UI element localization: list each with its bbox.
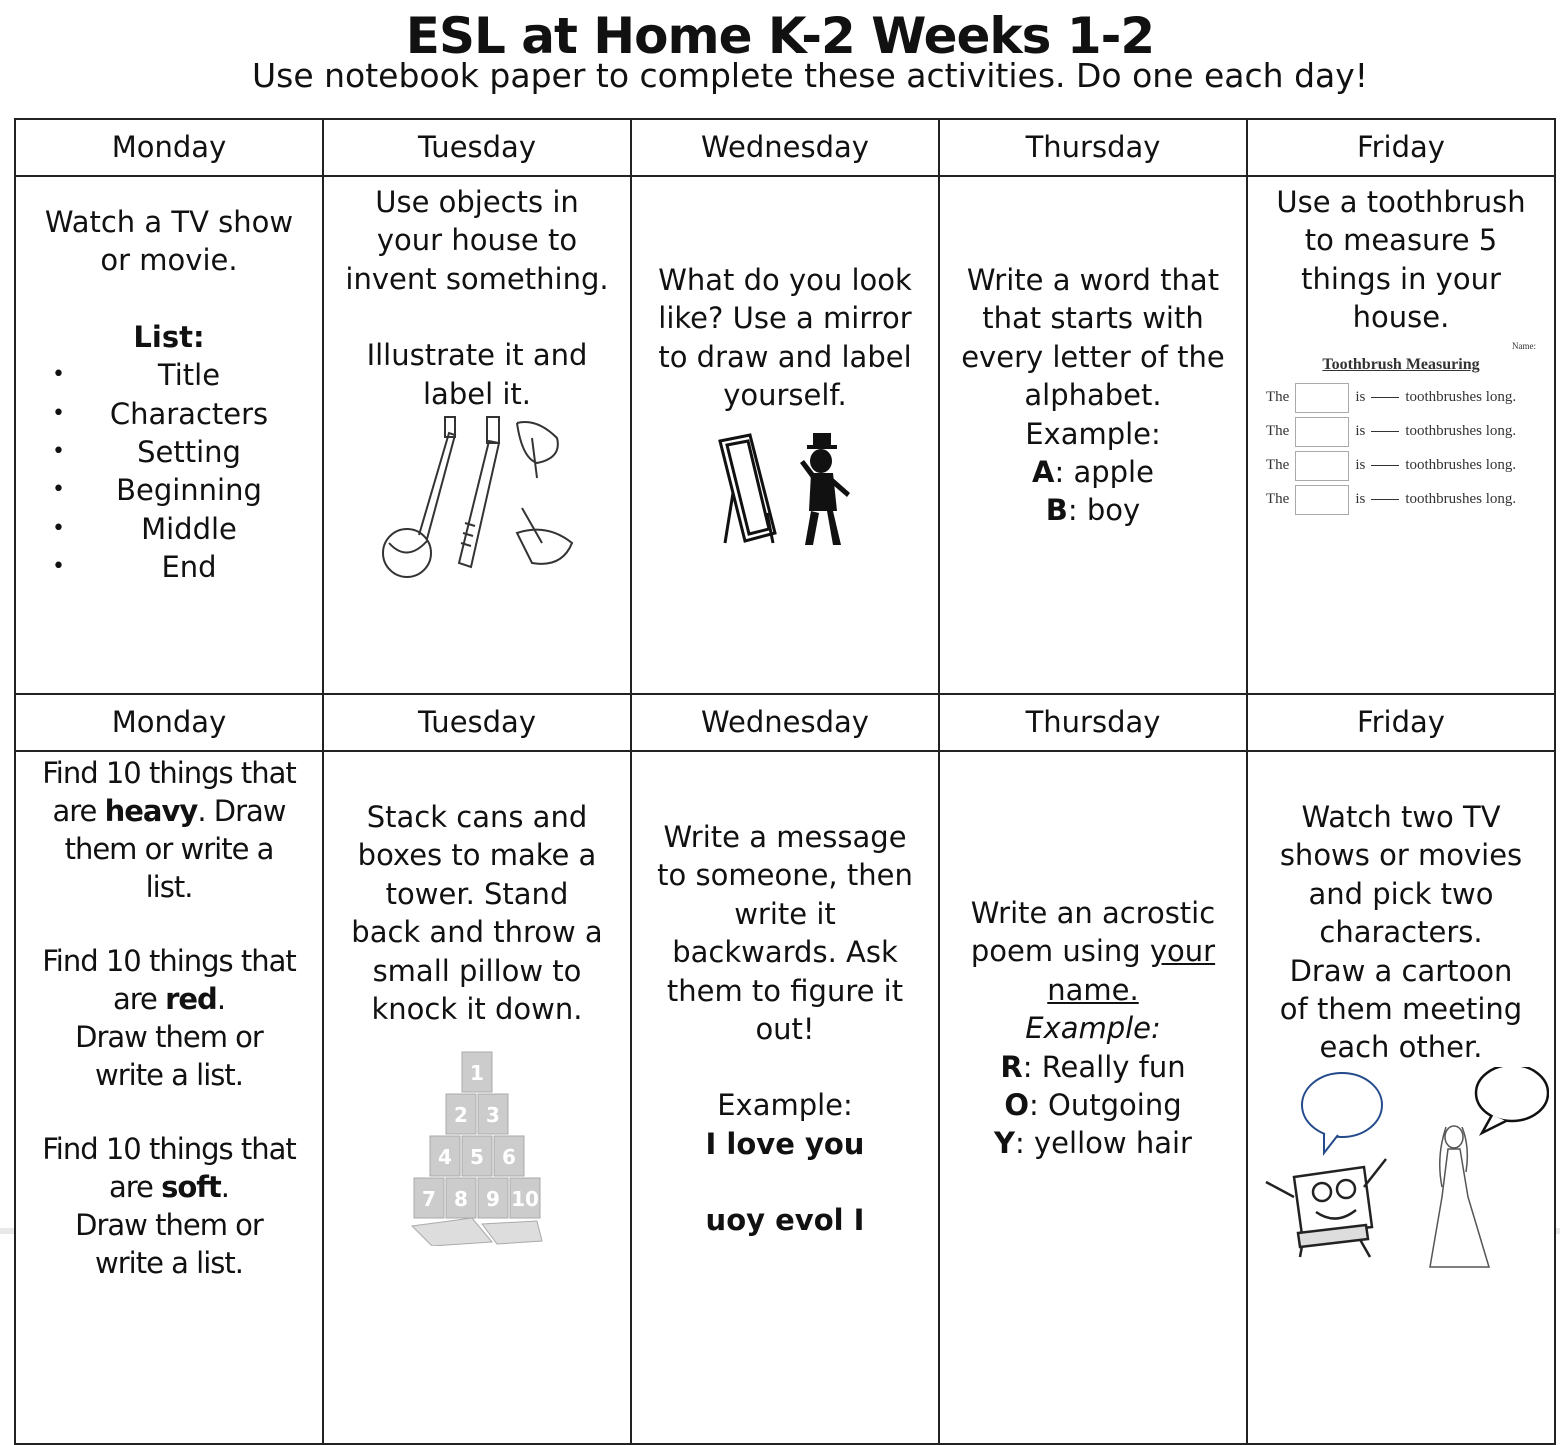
can-label: 2 (454, 1103, 468, 1128)
day-header-thursday: Thursday (939, 119, 1247, 176)
list-item: • Title (22, 356, 316, 394)
text-line: small pillow to (372, 953, 582, 988)
text-line: Example: (1025, 1011, 1161, 1046)
can-label: 4 (438, 1145, 452, 1170)
day-header-monday: Monday (15, 694, 323, 751)
day-header-friday: Friday (1247, 119, 1555, 176)
can-label: 5 (470, 1145, 484, 1170)
text-line: or movie. (100, 243, 238, 278)
text-line: them or write a (64, 832, 274, 866)
worksheet-row (1266, 449, 1536, 483)
text-line: to measure 5 (1304, 223, 1498, 258)
example-letter: B (1045, 493, 1068, 528)
text-line: boxes to make a (357, 838, 597, 873)
acrostic-line (946, 1086, 1240, 1124)
text-line: tower. Stand (385, 876, 569, 911)
text-line: list. (145, 870, 193, 904)
week2-monday-cell (15, 751, 323, 1444)
example-message: I love you (705, 1126, 865, 1161)
text-line: name. (1047, 972, 1139, 1007)
week1-friday-cell (1247, 176, 1555, 694)
week1-day-header-row (15, 119, 1555, 176)
acrostic-line (946, 1048, 1240, 1086)
acrostic-line (946, 1124, 1240, 1162)
text-line: every letter of the (961, 339, 1225, 374)
list-item: • End (22, 548, 316, 586)
acrostic-letter: O (1004, 1088, 1030, 1123)
row-text: The (1266, 491, 1290, 508)
row-text: The (1266, 423, 1290, 440)
text-line: house. (1352, 300, 1450, 335)
row-text: The (1266, 457, 1290, 474)
worksheet-row (1266, 483, 1536, 517)
text-line: Write a message (663, 820, 907, 854)
text-line: write it (734, 896, 836, 931)
text-line: back and throw a (351, 915, 603, 950)
example-line (946, 491, 1240, 529)
toothbrush-invention-illustration (377, 413, 577, 583)
day-header-friday: Friday (1247, 694, 1555, 751)
list-item: • Beginning (22, 471, 316, 509)
text-line: yourself. (723, 378, 847, 413)
row-text: is (1355, 389, 1366, 406)
text-line: shows or movies (1279, 838, 1523, 873)
example-backwards-message: uoy evol I (705, 1203, 865, 1238)
worksheet-name-label: Name: (1512, 340, 1536, 351)
week2-tuesday-cell (323, 751, 631, 1444)
example-line (946, 453, 1240, 491)
list-item: • Setting (22, 433, 316, 471)
day-header-tuesday: Tuesday (323, 694, 631, 751)
week2-friday-cell (1247, 751, 1555, 1444)
text-line (16, 1168, 322, 1206)
text-line: and pick two (1308, 876, 1494, 911)
week2-day-header-row (15, 694, 1555, 751)
text-line: Example: (1025, 416, 1161, 451)
text-line: Example: (717, 1088, 853, 1123)
text-line: that starts with (982, 301, 1204, 336)
acrostic-word: : Outgoing (1029, 1088, 1182, 1123)
text-line: Find 10 things that (42, 1132, 296, 1166)
week2-wednesday-cell (631, 751, 939, 1444)
row-text: toothbrushes long. (1405, 423, 1517, 440)
text-line: characters. (1319, 915, 1483, 950)
text-line: Write a word that (966, 263, 1220, 297)
acrostic-word: : yellow hair (1015, 1126, 1192, 1161)
text: . (216, 982, 226, 1016)
bold-word: red (165, 982, 217, 1016)
text-line: Illustrate it and (366, 338, 588, 373)
example-word: : apple (1054, 455, 1154, 490)
text-line: backwards. Ask (672, 935, 898, 970)
text-line (16, 980, 322, 1018)
text-line: Draw them or (75, 1208, 263, 1242)
activity-calendar (14, 118, 1556, 1445)
text-line: like? Use a mirror (658, 301, 912, 336)
text: are (112, 982, 166, 1016)
toothbrush-measuring-worksheet (1266, 341, 1536, 517)
text-line: to draw and label (658, 339, 912, 374)
week2-thursday-cell (939, 751, 1247, 1444)
can-label: 9 (486, 1187, 500, 1212)
week1-monday-cell (15, 176, 323, 694)
text-line: Write an acrostic (970, 896, 1216, 930)
worksheet-row (1266, 381, 1536, 415)
text: are (52, 794, 105, 828)
can-label: 1 (470, 1061, 484, 1086)
page-subtitle: Use notebook paper to complete these activities. Do one each day! (251, 56, 1369, 95)
text-line: What do you look (658, 263, 912, 297)
text-line: Use objects in (375, 185, 579, 219)
week2-activity-row (15, 751, 1555, 1444)
text-line: write a list. (95, 1058, 243, 1092)
page-title: ESL at Home K-2 Weeks 1-2 (405, 7, 1155, 65)
stacked-cans-illustration (402, 1046, 552, 1246)
text-line: Find 10 things that (42, 944, 296, 978)
day-header-thursday: Thursday (939, 694, 1247, 751)
text-line: Use a toothbrush (1276, 185, 1526, 219)
bold-word: soft (161, 1170, 221, 1204)
worksheet-title: Toothbrush Measuring (1322, 355, 1480, 373)
can-label: 3 (486, 1103, 500, 1128)
text-line (946, 932, 1240, 970)
text: are (108, 1170, 162, 1204)
text-line: Draw a cartoon (1289, 953, 1513, 988)
text-line: things in your (1301, 261, 1501, 296)
text: . (220, 1170, 229, 1204)
list-label: List: (133, 319, 205, 354)
row-text: is (1355, 491, 1366, 508)
week1-wednesday-cell (631, 176, 939, 694)
acrostic-word: : Really fun (1022, 1049, 1186, 1084)
underlined-text: your (1149, 934, 1216, 969)
example-word: : boy (1067, 493, 1141, 528)
week1-thursday-cell (939, 176, 1247, 694)
row-text: The (1266, 389, 1290, 406)
day-header-wednesday: Wednesday (631, 694, 939, 751)
bold-word: heavy (104, 794, 198, 828)
can-label: 6 (502, 1145, 516, 1170)
row-text: is (1355, 457, 1366, 474)
text-line: out! (755, 1012, 815, 1047)
can-label: 8 (454, 1187, 468, 1212)
text-line: them to figure it (666, 973, 904, 1008)
day-header-tuesday: Tuesday (323, 119, 631, 176)
text-line: invent something. (345, 261, 609, 296)
acrostic-letter: R (1000, 1049, 1023, 1084)
text: poem using (970, 934, 1150, 969)
text-line: each other. (1319, 1030, 1483, 1065)
can-label: 10 (511, 1187, 539, 1212)
can-label: 7 (422, 1187, 436, 1212)
week1-tuesday-cell (323, 176, 631, 694)
text: . Draw (197, 794, 286, 828)
example-letter: A (1032, 455, 1055, 490)
acrostic-letter: Y (994, 1126, 1016, 1161)
row-text: toothbrushes long. (1405, 457, 1517, 474)
text-line: to someone, then (657, 858, 913, 893)
text-line: label it. (423, 376, 531, 411)
text-line: Watch two TV (1301, 800, 1501, 834)
text-line: of them meeting (1279, 992, 1523, 1027)
text-line: Find 10 things that (42, 756, 296, 790)
text-line: alphabet. (1024, 378, 1162, 413)
day-header-wednesday: Wednesday (631, 119, 939, 176)
row-text: toothbrushes long. (1405, 389, 1517, 406)
list-item: • Middle (22, 510, 316, 548)
text-line (16, 792, 322, 830)
row-text: toothbrushes long. (1405, 491, 1517, 508)
week1-activity-row (15, 176, 1555, 694)
text-line: Watch a TV show (44, 205, 294, 239)
text-line: knock it down. (371, 992, 583, 1027)
text-line: Stack cans and (366, 800, 588, 834)
text-line: Draw them or (75, 1020, 263, 1054)
mirror-illustration (715, 433, 855, 548)
story-elements-list (22, 356, 316, 586)
cartoon-characters-illustration (1254, 1067, 1549, 1282)
text-line: your house to (376, 223, 578, 258)
day-header-monday: Monday (15, 119, 323, 176)
row-text: is (1355, 423, 1366, 440)
list-item: • Characters (22, 395, 316, 433)
worksheet-row (1266, 415, 1536, 449)
text-line: write a list. (95, 1246, 243, 1280)
